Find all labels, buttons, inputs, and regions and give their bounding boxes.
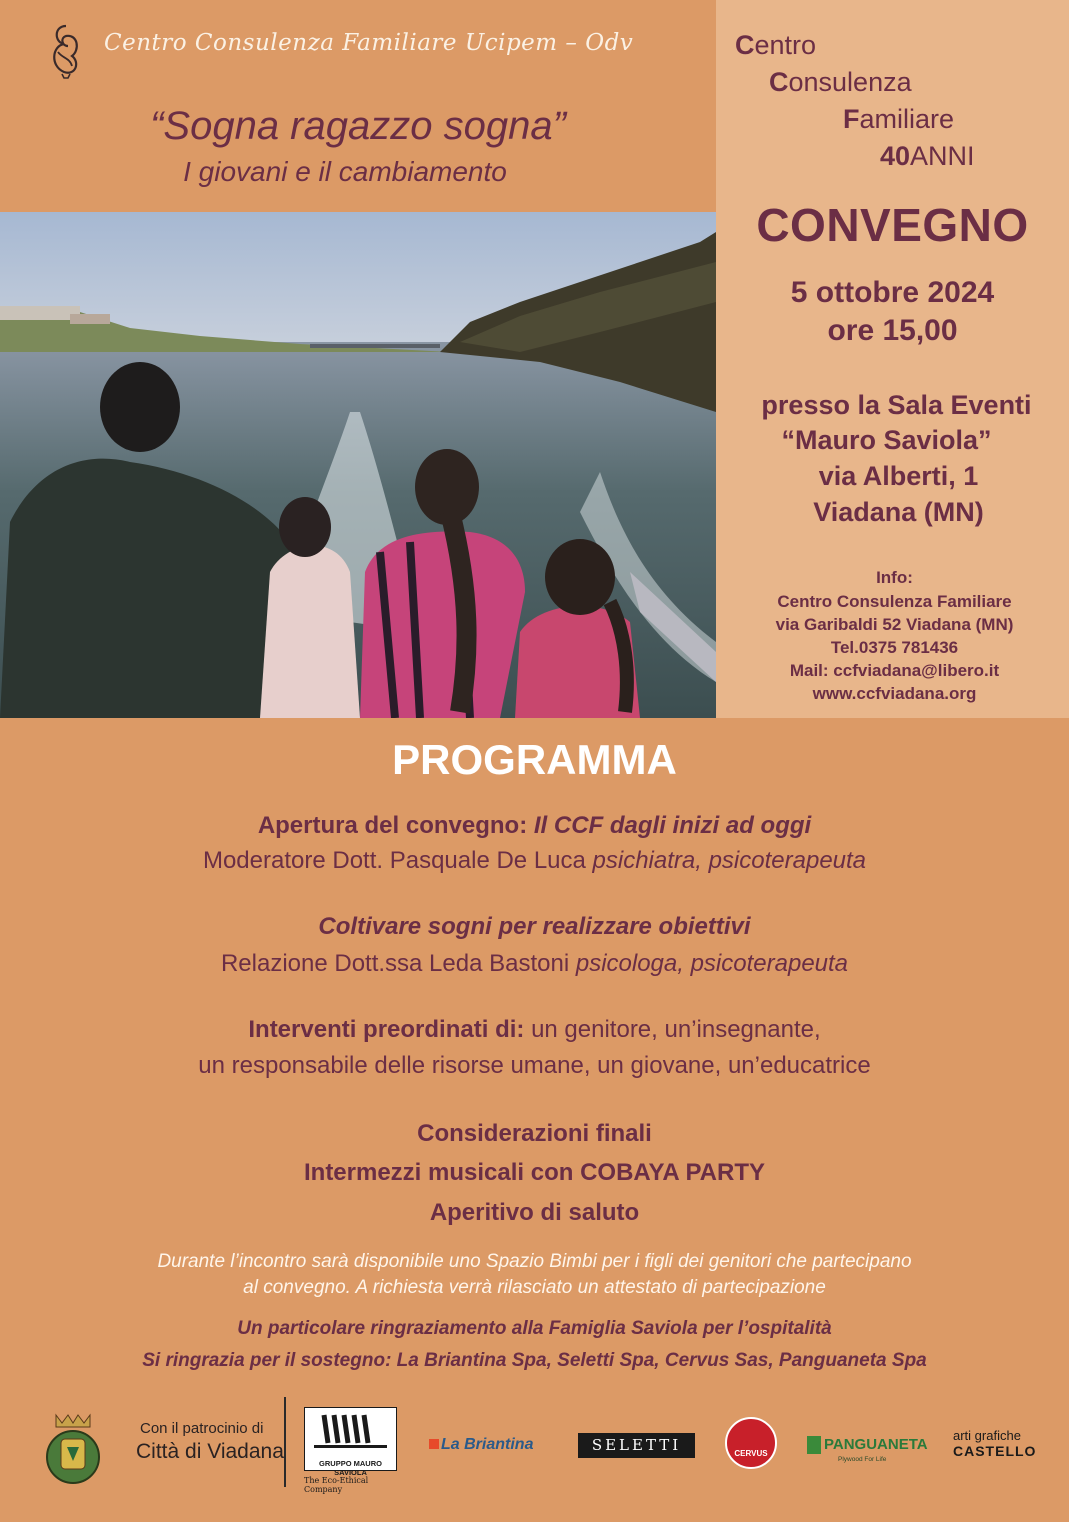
castello-top: arti grafiche: [953, 1428, 1021, 1443]
event-time: ore 15,00: [827, 314, 958, 347]
program-item-dreams: Coltivare sogni per realizzare obiettivi: [318, 913, 751, 940]
info-label: Info:: [876, 568, 913, 587]
thanks-sponsors: Si ringrazia per il sostegno: La Briantina Spa, Seletti Spa, Cervus Sas, Panguaneta Spa: [142, 1350, 927, 1371]
program-item-dreams-speaker: Relazione Dott.ssa Leda Bastoni psicologa, psicoterapeuta: [220, 950, 849, 977]
ccf-line-centro: Centro: [735, 30, 817, 60]
venue-line-3: via Alberti, 1: [818, 461, 979, 491]
panguaneta-logo: PANGUANETA: [807, 1436, 928, 1454]
seletti-logo: SELETTI: [578, 1433, 695, 1458]
program-item-interventions: Interventi preordinati di: un genitore, un’insegnante,: [248, 1016, 821, 1043]
cervus-name: CERVUS: [734, 1449, 768, 1458]
program-title: PROGRAMMA: [392, 736, 677, 783]
ccf-line-40anni: 40ANNI: [880, 141, 975, 171]
venue-line-4: Viadana (MN): [813, 497, 984, 527]
patronage-city: Città di Viadana: [136, 1440, 284, 1463]
program-item-opening: Apertura del convegno: Il CCF dagli inizi ad oggi: [257, 812, 812, 839]
note-line-2: al convegno. A richiesta verrà rilasciato un attestato di partecipazione: [243, 1277, 826, 1298]
event-title: “Sogna ragazzo sogna”: [150, 104, 566, 148]
program-item-music: Intermezzi musicali con COBAYA PARTY: [303, 1159, 765, 1186]
program-item-aperitivo: Aperitivo di saluto: [429, 1199, 640, 1226]
program-item-closing: Considerazioni finali: [417, 1120, 652, 1147]
info-email: Mail: ccfviadana@libero.it: [789, 661, 1000, 680]
briantina-mark-icon: [429, 1439, 439, 1449]
hero-photo: [0, 212, 716, 718]
event-kind: CONVEGNO: [756, 199, 1029, 251]
org-logo-icon: [46, 22, 86, 80]
info-phone: Tel.0375 781436: [830, 638, 959, 657]
briantina-logo: La Briantina: [429, 1436, 533, 1454]
event-subtitle: I giovani e il cambiamento: [183, 156, 507, 187]
saviola-tagline: The Eco-Ethical Company: [304, 1476, 369, 1494]
venue-line-1: presso la Sala Eventi: [761, 390, 1032, 420]
castello-name: CASTELLO: [953, 1443, 1037, 1459]
org-name: Centro Consulenza Familiare Ucipem – Odv: [104, 30, 634, 56]
panguaneta-mark-icon: [807, 1436, 821, 1454]
saviola-name: GRUPPO MAURO SAVIOLA: [319, 1459, 382, 1477]
program-item-opening-speaker: Moderatore Dott. Pasquale De Luca psichiatra, psicoterapeuta: [202, 847, 867, 874]
thanks-hosts: Un particolare ringraziamento alla Famiglia Saviola per l’ospitalità: [237, 1318, 832, 1339]
cervus-logo-icon: [725, 1417, 777, 1469]
patronage-label: Con il patrocinio di: [140, 1420, 264, 1437]
event-date: 5 ottobre 2024: [790, 276, 995, 309]
info-name: Centro Consulenza Familiare: [777, 592, 1012, 611]
viadana-coat-of-arms-icon: [44, 1413, 102, 1487]
venue-line-2: “Mauro Saviola”: [781, 425, 992, 455]
ccf-line-consulenza: Consulenza: [769, 67, 912, 97]
info-address: via Garibaldi 52 Viadana (MN): [775, 615, 1014, 634]
panguaneta-tagline: Plywood For Life: [838, 1456, 887, 1463]
ccf-line-familiare: Familiare: [843, 104, 955, 134]
info-website: www.ccfviadana.org: [812, 684, 977, 703]
footer-divider: [284, 1397, 286, 1487]
note-line-1: Durante l’incontro sarà disponibile uno Spazio Bimbi per i figli dei genitori che partecipano: [157, 1251, 912, 1272]
program-item-interventions-cont: un responsabile delle risorse umane, un giovane, un’educatrice: [198, 1052, 871, 1079]
